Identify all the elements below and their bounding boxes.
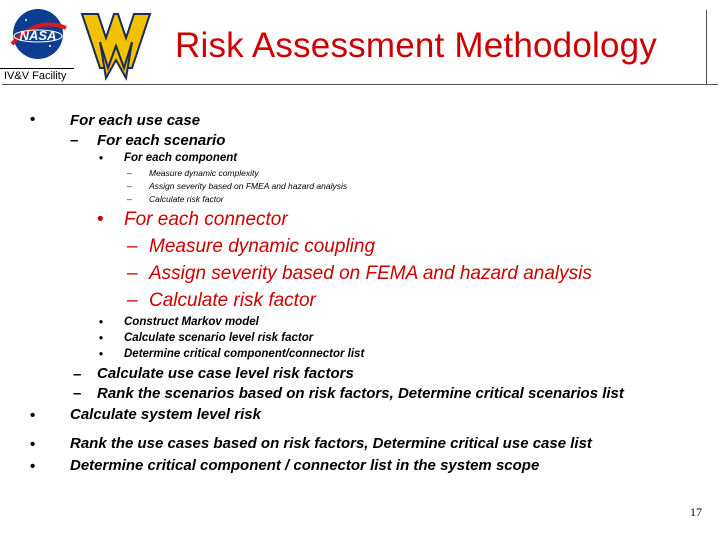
scenario-step: Determine critical component/connector list bbox=[124, 348, 365, 360]
scenario-heading: For each scenario bbox=[97, 132, 226, 149]
connector-item: Measure dynamic coupling bbox=[149, 236, 376, 257]
bullet-marker: • bbox=[30, 407, 36, 424]
facility-rule bbox=[0, 68, 74, 69]
use-case-step: Rank the scenarios based on risk factors, Determine critical scenarios list bbox=[97, 385, 624, 402]
bullet-marker: • bbox=[99, 153, 104, 165]
dash-marker: – bbox=[127, 290, 138, 311]
bullet-marker: • bbox=[99, 317, 104, 329]
title-underline bbox=[2, 84, 718, 85]
page-number: 17 bbox=[690, 505, 702, 519]
bullet-marker: • bbox=[97, 209, 104, 230]
system-step: Calculate system level risk bbox=[70, 406, 261, 423]
wvu-logo bbox=[80, 8, 152, 84]
use-case-heading: For each use case bbox=[70, 112, 201, 129]
system-step: Rank the use cases based on risk factors, Determine critical use case list bbox=[70, 435, 592, 452]
connector-item: Assign severity based on FEMA and hazard analysis bbox=[149, 263, 592, 284]
dash-marker: – bbox=[73, 366, 82, 383]
slide-title: Risk Assessment Methodology bbox=[175, 26, 658, 65]
dash-marker: – bbox=[127, 263, 138, 284]
nasa-logo bbox=[8, 6, 70, 62]
facility-label: IV&V Facility bbox=[4, 70, 67, 82]
connector-item: Calculate risk factor bbox=[149, 290, 316, 311]
title-right-rule bbox=[706, 10, 707, 84]
bullet-marker: • bbox=[99, 349, 104, 361]
nasa-logo-text: NASA bbox=[19, 28, 57, 43]
component-item: Assign severity based on FMEA and hazard analysis bbox=[149, 181, 348, 191]
bullet-marker: • bbox=[30, 436, 36, 453]
dash-marker: – bbox=[127, 194, 132, 204]
scenario-step: Construct Markov model bbox=[124, 316, 259, 328]
dash-marker: – bbox=[70, 132, 79, 149]
component-item: Measure dynamic complexity bbox=[149, 168, 259, 178]
use-case-step: Calculate use case level risk factors bbox=[97, 365, 354, 382]
scenario-step: Calculate scenario level risk factor bbox=[124, 332, 314, 344]
component-item: Calculate risk factor bbox=[149, 194, 224, 204]
dash-marker: – bbox=[127, 181, 132, 191]
dash-marker: – bbox=[127, 236, 138, 257]
system-step: Determine critical component / connector list in the system scope bbox=[70, 457, 540, 474]
connector-heading: For each connector bbox=[124, 209, 288, 230]
dash-marker: – bbox=[127, 168, 132, 178]
bullet-marker: • bbox=[99, 333, 104, 345]
dash-marker: – bbox=[73, 385, 82, 402]
bullet-marker: • bbox=[30, 111, 36, 128]
component-heading: For each component bbox=[124, 152, 238, 164]
bullet-marker: • bbox=[30, 458, 36, 475]
